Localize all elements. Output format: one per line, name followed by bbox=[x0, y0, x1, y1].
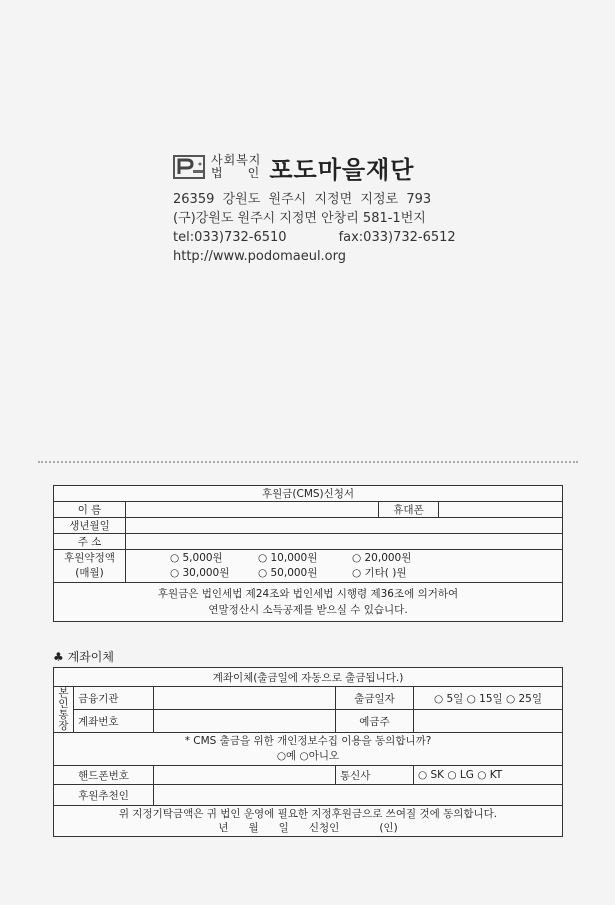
account-label: 계좌번호 bbox=[74, 710, 154, 733]
amount-option-other[interactable]: ○ 기타( )원 bbox=[352, 567, 407, 579]
logo bbox=[173, 150, 533, 184]
amount-option-30000[interactable]: ○ 30,000원 bbox=[170, 567, 230, 579]
contact-block bbox=[173, 190, 533, 266]
birth-field[interactable] bbox=[126, 518, 563, 534]
org-header bbox=[173, 150, 533, 266]
address-line-1: 26359 강원도 원주시 지정면 지정로 793 bbox=[173, 192, 432, 207]
tel-number: tel:033)732-6510 bbox=[173, 230, 287, 245]
amount-options bbox=[126, 550, 563, 583]
cut-line-divider bbox=[38, 461, 578, 463]
agreement-block bbox=[54, 806, 563, 837]
mobile-field[interactable] bbox=[154, 766, 336, 785]
carrier-label: 통신사 bbox=[336, 766, 414, 785]
carrier-options[interactable]: ○ SK ○ LG ○ KT bbox=[414, 766, 563, 785]
referrer-label: 후원추천인 bbox=[54, 785, 154, 806]
name-field[interactable] bbox=[126, 502, 379, 518]
bank-label: 금융기관 bbox=[74, 687, 154, 710]
logo-subtitle-line1: 사회복지 bbox=[211, 153, 262, 167]
agreement-text: 위 지정기탁금액은 귀 법인 운영에 필요한 지정후원금으로 쓰여질 것에 동의합니다. bbox=[118, 808, 498, 820]
signature-line: 년 월 일 신청인 (인) bbox=[218, 822, 398, 834]
fax-number: fax:033)732-6512 bbox=[338, 230, 456, 245]
birth-label: 생년월일 bbox=[54, 518, 126, 534]
amount-option-5000[interactable]: ○ 5,000원 bbox=[170, 552, 223, 564]
side-char-2: 인 bbox=[58, 697, 69, 710]
holder-field[interactable] bbox=[414, 710, 563, 733]
own-account-side-label bbox=[54, 687, 74, 733]
referrer-field[interactable] bbox=[154, 785, 563, 806]
transfer-header: 계좌이체(출금일에 자동으로 출금됩니다.) bbox=[54, 668, 563, 687]
amount-options-row1 bbox=[170, 551, 558, 566]
amount-options-row2 bbox=[170, 566, 558, 581]
account-field[interactable] bbox=[154, 710, 336, 733]
sponsor-form-title: 후원금(CMS)신청서 bbox=[54, 486, 563, 502]
withdraw-date-options[interactable]: ○ 5일 ○ 15일 ○ 25일 bbox=[414, 687, 563, 710]
phone-fax-line bbox=[173, 228, 533, 247]
amount-option-10000[interactable]: ○ 10,000원 bbox=[258, 552, 318, 564]
transfer-section-title: ♣ 계좌이체 bbox=[53, 650, 114, 664]
amount-option-50000[interactable]: ○ 50,000원 bbox=[258, 567, 318, 579]
foundation-logo-icon bbox=[173, 154, 207, 180]
sponsor-form-table bbox=[53, 485, 563, 622]
consent-options[interactable]: ○예 ○아니오 bbox=[276, 750, 340, 762]
amount-label bbox=[54, 550, 126, 583]
holder-label: 예금주 bbox=[336, 710, 414, 733]
tax-note-line2: 연말정산시 소득공제를 받으실 수 있습니다. bbox=[208, 604, 408, 616]
address-line-2: (구)강원도 원주시 지정면 안창리 581-1번지 bbox=[173, 211, 426, 226]
address-label: 주 소 bbox=[54, 534, 126, 550]
address-field[interactable] bbox=[126, 534, 563, 550]
phone-field[interactable] bbox=[439, 502, 563, 518]
website-link[interactable]: http://www.podomaeul.org bbox=[173, 249, 347, 264]
side-char-1: 본 bbox=[58, 686, 69, 699]
tax-note-line1: 후원금은 법인세법 제24조와 법인세법 시행령 제36조에 의거하여 bbox=[157, 588, 459, 600]
side-char-4: 장 bbox=[58, 719, 69, 732]
withdraw-date-label: 출금일자 bbox=[336, 687, 414, 710]
amount-label-line1: 후원약정액 bbox=[64, 552, 115, 564]
logo-subtitle bbox=[211, 154, 261, 180]
transfer-form-table bbox=[53, 667, 563, 837]
consent-block bbox=[54, 733, 563, 766]
amount-label-line2: (매월) bbox=[75, 567, 104, 579]
name-label: 이 름 bbox=[54, 502, 126, 518]
org-name: 포도마을재단 bbox=[269, 155, 415, 184]
side-char-3: 통 bbox=[58, 708, 69, 721]
bank-field[interactable] bbox=[154, 687, 336, 710]
phone-label: 휴대폰 bbox=[379, 502, 439, 518]
mobile-label: 핸드폰번호 bbox=[54, 766, 154, 785]
logo-subtitle-line2: 법 인 bbox=[211, 166, 261, 180]
tax-note bbox=[54, 583, 563, 622]
consent-question: * CMS 출금을 위한 개인정보수집 이용을 동의합니까? bbox=[184, 735, 432, 747]
amount-option-20000[interactable]: ○ 20,000원 bbox=[352, 552, 412, 564]
